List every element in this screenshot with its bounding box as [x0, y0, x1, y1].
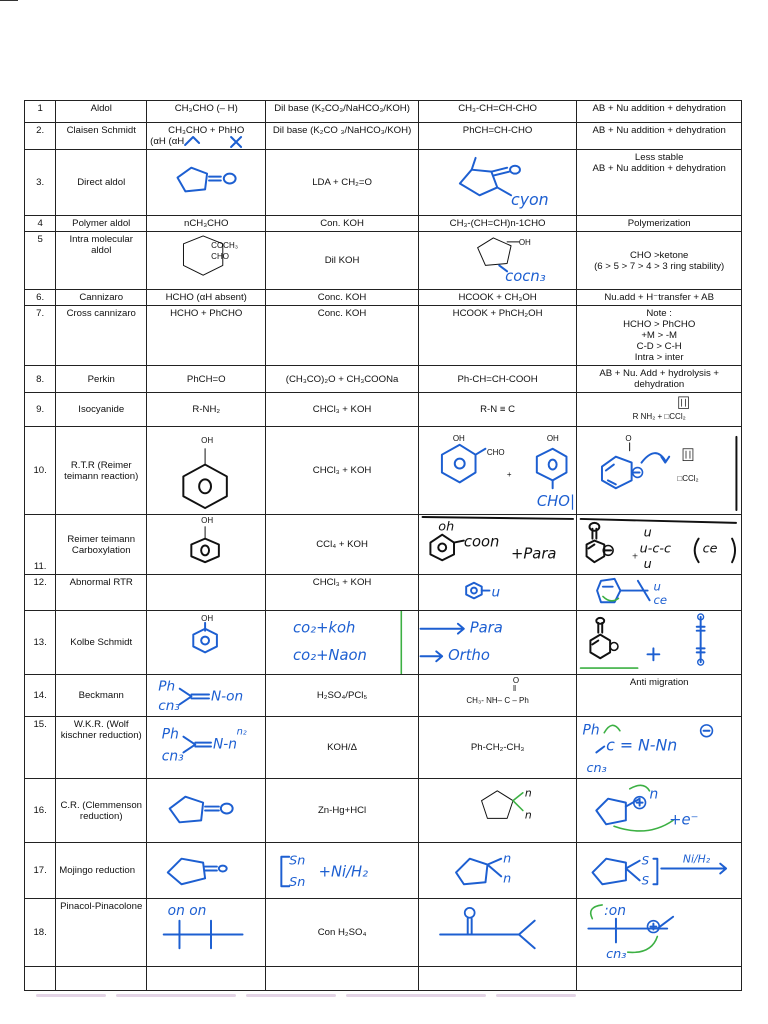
row-number: 16. — [25, 779, 56, 843]
svg-text:cn₃: cn₃ — [586, 761, 608, 777]
substrate-cell: HCHO + PhCHO — [147, 306, 266, 366]
svg-text:cn₃: cn₃ — [158, 698, 181, 715]
svg-text:n: n — [524, 786, 532, 800]
row-number: 5 — [25, 232, 56, 290]
hydrazone-drawing — [147, 717, 265, 778]
table-row — [25, 717, 742, 779]
reagent-cell: Con H₂SO₄ — [266, 899, 418, 967]
substrate-label: COCH₃ — [211, 241, 238, 250]
svg-text:CHO|: CHO| — [536, 493, 575, 511]
substrate-cell — [147, 899, 266, 967]
mechanism-drawing — [577, 515, 741, 574]
reaction-name: Aldol — [56, 101, 147, 123]
mechanism-line: AB + Nu. Add + hydrolysis + — [599, 368, 720, 379]
table-row — [25, 101, 742, 123]
row-number: 11. — [25, 515, 56, 575]
cyclopentane-drawing — [419, 779, 577, 842]
svg-text:+: + — [632, 551, 639, 561]
svg-text:Sn: Sn — [289, 875, 306, 891]
mechanism-drawing — [577, 717, 741, 778]
reaction-name: Intra molecular aldol — [56, 232, 147, 290]
svg-text:Sn: Sn — [289, 853, 306, 869]
pinacol-drawing — [147, 899, 265, 966]
table-row — [25, 843, 742, 899]
product-label: CHO — [486, 448, 505, 457]
product-cell — [418, 150, 577, 216]
substrate-cell — [147, 611, 266, 675]
handwritten-reagents — [266, 843, 417, 898]
substrate-cell — [147, 675, 266, 717]
mechanism-line: dehydration — [634, 379, 685, 390]
svg-text:Ph: Ph — [158, 678, 176, 695]
row-number: 10. — [25, 427, 56, 515]
table-row — [25, 123, 742, 150]
table-row — [25, 575, 742, 611]
mechanism-cell — [577, 575, 742, 611]
product-cell — [418, 427, 577, 515]
mechanism-cell — [577, 232, 742, 290]
mechanism-drawing — [577, 843, 741, 898]
reagent-cell: LDA + CH₂=O — [266, 150, 418, 216]
row-number: 9. — [25, 393, 56, 427]
svg-text:u: u — [491, 584, 500, 601]
row-number: 13. — [25, 611, 56, 675]
reagent-cell: CHCl₃ + KOH — [266, 427, 418, 515]
mechanism-line: +M > -M — [641, 330, 678, 341]
product-cell: Ph-CH=CH-COOH — [418, 366, 577, 393]
svg-text:cn₃: cn₃ — [161, 748, 184, 765]
table-row — [25, 675, 742, 717]
reaction-name: Pinacol-Pinacolone — [56, 899, 147, 967]
product-cell: PhCH=CH-CHO — [418, 123, 577, 150]
corner-tick — [0, 0, 18, 1]
substrate-cell: HCHO (αH absent) — [147, 290, 266, 306]
svg-text:co₂+koh: co₂+koh — [293, 619, 356, 637]
product-drawing — [419, 575, 577, 610]
reagent-cell: Conc. KOH — [266, 306, 418, 366]
mechanism-cell — [577, 899, 742, 967]
reaction-name: Claisen Schmidt — [56, 123, 147, 150]
faded-footer-text — [36, 984, 676, 990]
pinacolone-drawing — [419, 899, 577, 966]
row-number: 17. — [25, 843, 56, 899]
product-label: OH — [546, 434, 559, 443]
table-row — [25, 216, 742, 232]
svg-text:u: u — [643, 557, 653, 573]
substrate-label: CHO — [211, 252, 229, 261]
svg-text:Ortho: Ortho — [447, 647, 490, 665]
table-row — [25, 393, 742, 427]
table-row — [25, 515, 742, 575]
reagent-cell: Dil KOH — [266, 232, 418, 290]
svg-text:n₂: n₂ — [236, 726, 247, 738]
substrate-cell: CH₃CHO (– H) — [147, 101, 266, 123]
svg-text:ce: ce — [653, 593, 668, 608]
mechanism-line: Intra > inter — [634, 352, 684, 363]
svg-text:cocn₃: cocn₃ — [504, 268, 546, 286]
mechanism-line: CHO >ketone — [629, 249, 689, 261]
svg-text:+Ni/H₂: +Ni/H₂ — [318, 863, 369, 881]
mechanism-drawing — [577, 611, 741, 674]
substrate-cell — [147, 150, 266, 216]
mechanism-cell: Anti migration — [577, 675, 742, 717]
table-row — [25, 366, 742, 393]
table-row — [25, 427, 742, 515]
reaction-name: C.R. (Clemmenson reduction) — [56, 779, 147, 843]
svg-text:S: S — [641, 853, 650, 868]
product-label: OH — [518, 238, 531, 247]
mechanism-cell — [577, 427, 742, 515]
table-row — [25, 611, 742, 675]
row-number: 8. — [25, 366, 56, 393]
oxime-drawing — [147, 675, 265, 716]
mechanism-cell: AB + Nu addition + dehydration — [577, 123, 742, 150]
mechanism-cell: Nu.add + H⁻transfer + AB — [577, 290, 742, 306]
reaction-name: Isocyanide — [56, 393, 147, 427]
svg-text:Ph: Ph — [582, 722, 600, 739]
product-cell: O ‖ CH₃- NH– C – Ph — [418, 675, 577, 717]
substrate-cell — [147, 427, 266, 515]
reagent-cell — [266, 611, 418, 675]
reaction-name: R.T.R (Reimer teimann reaction) — [56, 427, 147, 515]
svg-text:N-on: N-on — [211, 688, 244, 705]
product-label: OH — [452, 434, 465, 443]
reagent-cell: H₂SO₄/PCl₅ — [266, 675, 418, 717]
mechanism-label: □CCl₂ — [677, 474, 699, 483]
row-number: 14. — [25, 675, 56, 717]
svg-text:n: n — [649, 786, 659, 803]
reaction-name: Cross cannizaro — [56, 306, 147, 366]
row-number: 4 — [25, 216, 56, 232]
mechanism-text: R NH₂ + □CCl₂ — [632, 412, 686, 421]
svg-text:Para: Para — [469, 619, 503, 637]
substrate-cell: PhCH=O — [147, 366, 266, 393]
mechanism-cell: AB + Nu addition + dehydration — [577, 101, 742, 123]
reagent-cell: CHCl₃ + KOH — [266, 575, 418, 611]
reagent-cell — [266, 843, 418, 899]
substrate-text: CH₃CHO + PhHO — [168, 125, 245, 136]
product-cell — [418, 779, 577, 843]
product-cell: HCOOK + CH₃OH — [418, 290, 577, 306]
svg-text:S: S — [641, 873, 650, 888]
cyclopentanone-drawing — [147, 150, 265, 215]
product-label: + — [506, 470, 512, 479]
product-drawing — [419, 232, 577, 289]
reaction-name: Beckmann — [56, 675, 147, 717]
hexane-ring-drawing — [147, 232, 265, 289]
table-row — [25, 306, 742, 366]
mechanism-line: C-D > C-H — [636, 341, 682, 352]
mechanism-cell — [577, 515, 742, 575]
mechanism-cell — [577, 843, 742, 899]
product-cell: R-N ≡ C — [418, 393, 577, 427]
substrate-label: OH — [201, 436, 214, 445]
mechanism-cell — [577, 611, 742, 675]
mechanism-cell — [577, 306, 742, 366]
handwritten-reagents — [266, 611, 417, 674]
row-number: 7. — [25, 306, 56, 366]
table-row — [25, 150, 742, 216]
svg-text:ce: ce — [702, 541, 718, 557]
reaction-name: Kolbe Schmidt — [56, 611, 147, 675]
row-number: 6. — [25, 290, 56, 306]
mechanism-drawing — [577, 899, 741, 966]
substrate-cell: R-NH₂ — [147, 393, 266, 427]
reaction-name: W.K.R. (Wolf kischner reduction) — [56, 717, 147, 779]
substrate-cell — [147, 123, 266, 150]
mechanism-label: O — [625, 434, 632, 443]
handwritten-products — [419, 611, 577, 674]
mechanism-line: AB + Nu addition + dehydration — [592, 163, 726, 174]
product-cell — [418, 899, 577, 967]
reagent-cell: Dil base (K₂CO ₃/NaHCO₃/KOH) — [266, 123, 418, 150]
reagent-cell: CCl₄ + KOH — [266, 515, 418, 575]
substrate-cell — [147, 515, 266, 575]
substrate-cell — [147, 843, 266, 899]
svg-text:c = N-Nn: c = N-Nn — [606, 735, 678, 755]
svg-text:n: n — [524, 808, 532, 822]
product-drawing — [419, 515, 577, 574]
product-cell — [418, 843, 577, 899]
mechanism-drawing — [577, 427, 741, 514]
product-cell — [418, 575, 577, 611]
svg-text:cn₃: cn₃ — [606, 947, 627, 963]
substrate-label: OH — [201, 516, 214, 525]
svg-text:Ph: Ph — [161, 726, 180, 743]
mechanism-line: Less stable — [634, 152, 684, 163]
product-cell: CH₃-(CH=CH)n-1CHO — [418, 216, 577, 232]
mechanism-cell — [577, 366, 742, 393]
product-cell — [418, 515, 577, 575]
reaction-name: Cannizaro — [56, 290, 147, 306]
reaction-name: Abnormal RTR — [56, 575, 147, 611]
svg-text:n: n — [502, 851, 512, 867]
svg-text:oh: oh — [438, 519, 455, 535]
mechanism-line: Note : — [646, 308, 672, 319]
svg-text:N-n: N-n — [213, 736, 238, 753]
substrate-note: (αH (αH — [150, 136, 185, 147]
product-cell — [418, 611, 577, 675]
reagent-cell: Dil base (K₂CO₃/NaHCO₃/KOH) — [266, 101, 418, 123]
table-row — [25, 779, 742, 843]
product-cell: HCOOK + PhCH₂OH — [418, 306, 577, 366]
cyclopentanone-drawing — [147, 843, 265, 898]
reaction-name: Direct aldol — [56, 150, 147, 216]
product-drawing — [419, 843, 577, 898]
svg-text:u: u — [653, 579, 662, 594]
product-drawing — [419, 150, 577, 215]
row-number: 3. — [25, 150, 56, 216]
cyclopentanone-drawing — [147, 779, 265, 842]
mechanism-cell — [577, 779, 742, 843]
row-number: 18. — [25, 899, 56, 967]
reaction-name: Polymer aldol — [56, 216, 147, 232]
row-number: 2. — [25, 123, 56, 150]
svg-text::on: :on — [604, 902, 627, 919]
svg-text:n: n — [502, 871, 512, 887]
substrate-cell — [147, 575, 266, 611]
reaction-name: Mojingo reduction — [56, 843, 147, 899]
row-number: 15. — [25, 717, 56, 779]
substrate-cell: nCH₃CHO — [147, 216, 266, 232]
svg-text:Ni/H₂: Ni/H₂ — [683, 852, 711, 866]
substrate-cell — [147, 717, 266, 779]
svg-text:coon: coon — [463, 533, 500, 551]
product-cell — [418, 232, 577, 290]
mechanism-cell — [577, 150, 742, 216]
product-text: CH₃- NH– C – Ph — [466, 696, 529, 705]
reagent-cell: Con. KOH — [266, 216, 418, 232]
row-number: 12. — [25, 575, 56, 611]
product-cell: Ph-CH₂-CH₃ — [418, 717, 577, 779]
mechanism-drawing — [577, 575, 741, 610]
substrate-label: OH — [201, 614, 214, 623]
reagent-cell: KOH/Δ — [266, 717, 418, 779]
svg-text:+Para: +Para — [510, 545, 557, 563]
table-row — [25, 899, 742, 967]
reactions-table — [24, 100, 742, 991]
svg-text:co₂+Naon: co₂+Naon — [293, 647, 368, 665]
mechanism-line: HCHO > PhCHO — [623, 319, 696, 330]
row-number: 1 — [25, 101, 56, 123]
product-top: O — [512, 676, 520, 685]
table-row — [25, 232, 742, 290]
reaction-name: Perkin — [56, 366, 147, 393]
reagent-cell: CHCl₃ + KOH — [266, 393, 418, 427]
substrate-cell — [147, 232, 266, 290]
svg-text:+e⁻: +e⁻ — [669, 811, 699, 829]
svg-text:on on: on on — [167, 902, 207, 919]
svg-text:cyon: cyon — [510, 190, 549, 210]
mechanism-drawing — [577, 779, 741, 842]
svg-text:u: u — [643, 525, 653, 541]
mechanism-cell — [577, 393, 742, 427]
reaction-name: Reimer teimann Carboxylation — [56, 515, 147, 575]
reagent-cell: Conc. KOH — [266, 290, 418, 306]
substrate-cell — [147, 779, 266, 843]
reagent-cell: Zn-Hg+HCl — [266, 779, 418, 843]
mechanism-cell: Polymerization — [577, 216, 742, 232]
table-row — [25, 290, 742, 306]
mechanism-cell — [577, 717, 742, 779]
product-cell: CH₃-CH=CH-CHO — [418, 101, 577, 123]
svg-text:u-c-c: u-c-c — [640, 541, 672, 557]
mechanism-line: (6 > 5 > 7 > 4 > 3 ring stability) — [594, 260, 725, 272]
reagent-cell: (CH₃CO)₂O + CH₃COONa — [266, 366, 418, 393]
